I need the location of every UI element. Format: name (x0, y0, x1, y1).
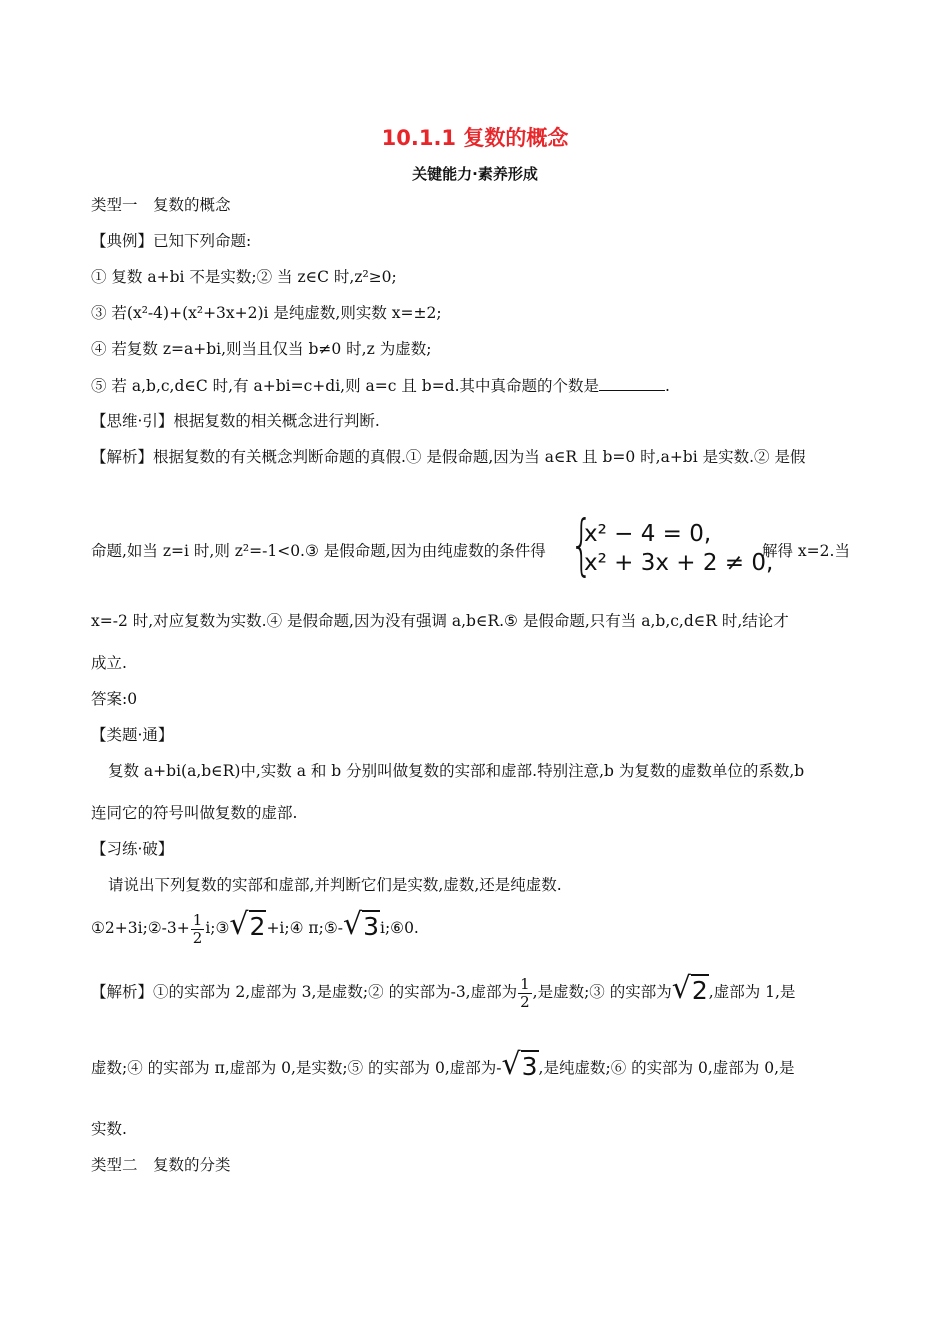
solution-line-3: 实数. (91, 1120, 127, 1138)
type2-heading: 类型二 复数的分类 (91, 1156, 231, 1174)
answer-blank (599, 375, 665, 391)
analysis-line-1: 【解析】根据复数的有关概念判断命题的真假.① 是假命题,因为当 a∈R 且 b=0 时,a+bi 是实数.② 是假 (91, 448, 806, 466)
solution-fraction-denominator: 2 (520, 992, 530, 1011)
practice-items-d: i;⑥0. (380, 919, 419, 937)
solution-fraction-numerator: 1 (520, 974, 530, 993)
practice-items-b: i;③ (205, 919, 230, 937)
solution-sqrt-three: √3 (501, 1047, 538, 1082)
sqrt-three: √3 (342, 907, 379, 942)
solution-fraction-one-half (518, 976, 532, 1011)
fraction-one-half (191, 912, 205, 947)
sqrt-two-radicand: 2 (249, 912, 266, 941)
proposition-3: ③ 若(x²-4)+(x²+3x+2)i 是纯虚数,则实数 x=±2; (91, 304, 442, 322)
analysis-line-4: 成立. (91, 654, 127, 672)
solution-l1-c: ,虚部为 1,是 (708, 983, 796, 1001)
example-intro: 【典例】已知下列命题: (91, 232, 252, 250)
practice-heading: 【习练·破】 (91, 840, 174, 858)
category-line-2: 连同它的符号叫做复数的虚部. (91, 804, 298, 822)
fraction-denominator: 2 (192, 928, 203, 947)
analysis-line-2 (91, 541, 546, 561)
sqrt-three-radicand: 3 (363, 912, 379, 941)
type1-heading: 类型一 复数的概念 (91, 196, 231, 214)
fraction-numerator: 1 (192, 910, 203, 929)
equation-2: x² + 3x + 2 ≠ 0, (584, 550, 774, 576)
page-title: 10.1.1 复数的概念 (381, 126, 569, 150)
solution-l2-b: ,是纯虚数;⑥ 的实部为 0,虚部为 0,是 (538, 1059, 795, 1077)
practice-items-a: ①2+3i;②-3+ (91, 919, 190, 937)
answer: 答案:0 (91, 690, 138, 708)
analysis-line-3: x=-2 时,对应复数为实数.④ 是假命题,因为没有强调 a,b∈R.⑤ 是假命题,只有当 a,b,c,d∈R 时,结论才 (91, 612, 789, 630)
proposition-4: ④ 若复数 z=a+bi,则当且仅当 b≠0 时,z 为虚数; (91, 340, 432, 358)
equation-1: x² − 4 = 0, (584, 521, 712, 547)
left-brace: { (570, 506, 594, 583)
sqrt-two: √2 (229, 907, 266, 942)
proposition-5-text: ⑤ 若 a,b,c,d∈C 时,有 a+bi=c+di,则 a=c 且 b=d.其中真命题的个数是 (91, 377, 600, 395)
solution-line-2 (91, 1048, 795, 1089)
solution-l1-b: ,是虚数;③ 的实部为 (532, 983, 672, 1001)
solution-l2-a: 虚数;④ 的实部为 π,虚部为 0,是实数;⑤ 的实部为 0,虚部为- (91, 1059, 502, 1077)
solution-sqrt-two-radicand: 2 (691, 976, 708, 1005)
equations (584, 520, 773, 578)
category-line-1: 复数 a+bi(a,b∈R)中,实数 a 和 b 分别叫做复数的实部和虚部.特别注意,b 为复数的虚数单位的系数,b (108, 762, 805, 780)
practice-items-c: +i;④ π;⑤- (266, 919, 343, 937)
proposition-5 (91, 375, 670, 396)
solution-l1-a: 【解析】①的实部为 2,虚部为 3,是虚数;② 的实部为-3,虚部为 (91, 983, 518, 1001)
analysis-line-2-post: 解得 x=2.当 (762, 542, 850, 560)
practice-items (91, 908, 419, 949)
proposition-5-end: . (665, 377, 670, 395)
category-heading: 【类题·通】 (91, 726, 174, 744)
solution-sqrt-two: √2 (671, 971, 708, 1006)
solution-sqrt-three-radicand: 3 (521, 1052, 538, 1081)
solution-line-1 (91, 972, 795, 1013)
proposition-1-2: ① 复数 a+bi 不是实数;② 当 z∈C 时,z²≥0; (91, 268, 397, 286)
page-subtitle: 关键能力·素养形成 (412, 165, 538, 183)
analysis-line-2-pre: 命题,如当 z=i 时,则 z²=-1<0.③ 是假命题,因为由纯虚数的条件得 (91, 542, 546, 560)
thinking-hint: 【思维·引】根据复数的相关概念进行判断. (91, 412, 380, 430)
practice-prompt: 请说出下列复数的实部和虚部,并判断它们是实数,虚数,还是纯虚数. (108, 876, 562, 894)
